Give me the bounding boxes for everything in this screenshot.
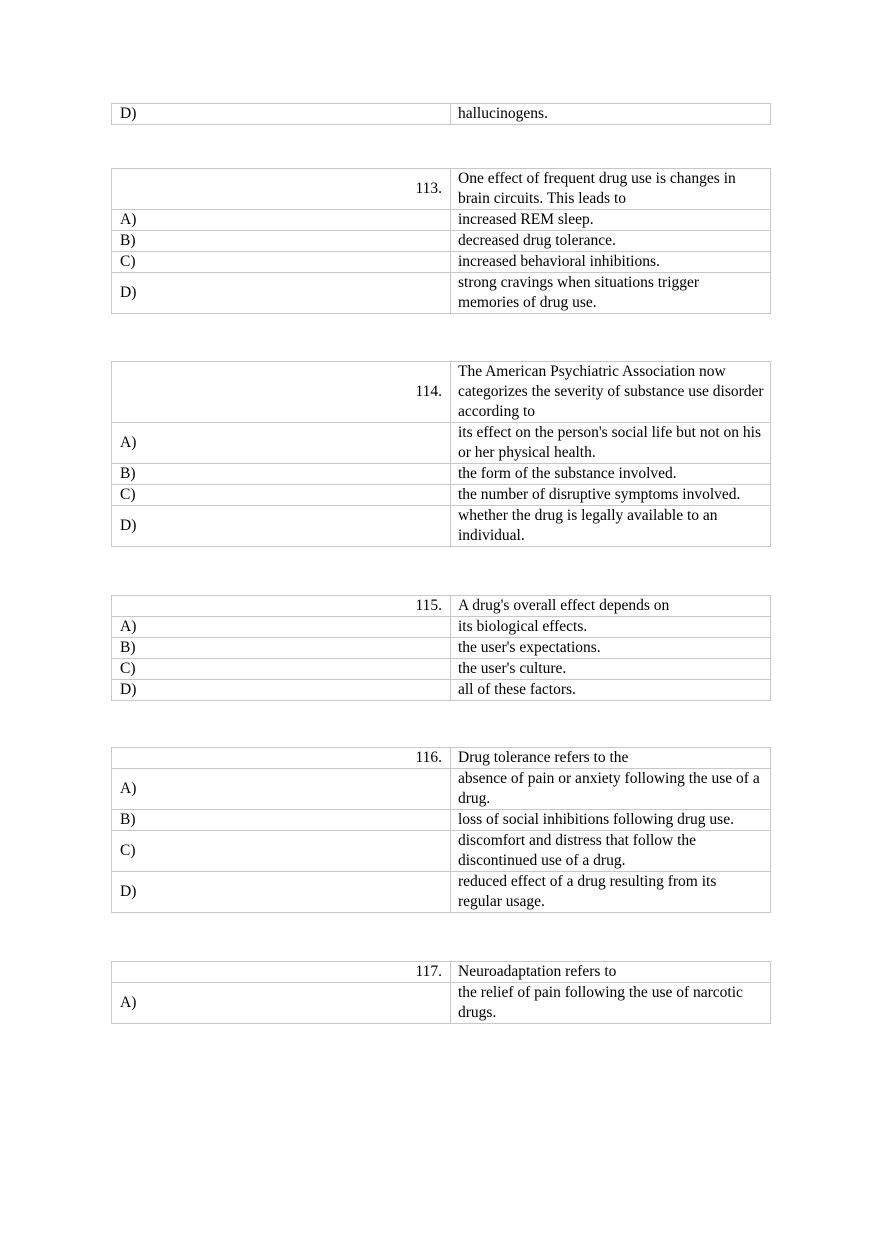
question-stem: A drug's overall effect depends on [451,596,771,617]
option-text: discomfort and distress that follow the discontinued use of a drug. [451,831,771,872]
option-row [112,210,771,231]
option-row [112,983,771,1024]
option-row [112,617,771,638]
question-113-table [111,168,771,314]
question-115-table [111,595,771,701]
option-row [112,464,771,485]
option-letter: C) [112,252,451,273]
question-number: 114. [112,362,451,423]
question-stem-row [112,596,771,617]
option-letter: D) [112,273,451,314]
question-number: 115. [112,596,451,617]
option-text: its biological effects. [451,617,771,638]
option-row [112,872,771,913]
question-114-table [111,361,771,547]
option-row [112,252,771,273]
question-stem-row [112,748,771,769]
option-row [112,506,771,547]
option-text: the user's culture. [451,659,771,680]
option-text: all of these factors. [451,680,771,701]
option-row [112,810,771,831]
option-row [112,104,771,125]
option-row [112,485,771,506]
question-112-table [111,103,771,125]
option-row [112,638,771,659]
option-text: the user's expectations. [451,638,771,659]
question-stem-row [112,962,771,983]
option-letter: C) [112,659,451,680]
option-text: whether the drug is legally available to an individual. [451,506,771,547]
option-letter: C) [112,831,451,872]
option-letter: D) [112,506,451,547]
option-text: absence of pain or anxiety following the use of a drug. [451,769,771,810]
option-row [112,659,771,680]
option-letter: D) [112,680,451,701]
option-letter: A) [112,210,451,231]
option-letter: B) [112,231,451,252]
option-text: hallucinogens. [451,104,771,125]
question-stem: Drug tolerance refers to the [451,748,771,769]
option-row [112,680,771,701]
question-117-table [111,961,771,1024]
question-stem: The American Psychiatric Association now categorizes the severity of substance use disorder according to [451,362,771,423]
option-text: loss of social inhibitions following drug use. [451,810,771,831]
option-letter: B) [112,810,451,831]
option-text: increased behavioral inhibitions. [451,252,771,273]
option-letter: A) [112,983,451,1024]
question-number: 117. [112,962,451,983]
option-letter: A) [112,617,451,638]
option-row [112,231,771,252]
question-116-table [111,747,771,913]
option-letter: A) [112,769,451,810]
option-letter: C) [112,485,451,506]
question-stem: Neuroadaptation refers to [451,962,771,983]
option-text: strong cravings when situations trigger memories of drug use. [451,273,771,314]
question-number: 116. [112,748,451,769]
option-text: the number of disruptive symptoms involved. [451,485,771,506]
option-text: its effect on the person's social life but not on his or her physical health. [451,423,771,464]
option-text: the form of the substance involved. [451,464,771,485]
question-stem-row [112,169,771,210]
option-text: reduced effect of a drug resulting from its regular usage. [451,872,771,913]
option-letter: B) [112,464,451,485]
option-row [112,769,771,810]
option-text: the relief of pain following the use of narcotic drugs. [451,983,771,1024]
option-row [112,831,771,872]
option-text: decreased drug tolerance. [451,231,771,252]
question-stem-row [112,362,771,423]
option-letter: B) [112,638,451,659]
option-letter: D) [112,872,451,913]
question-stem: One effect of frequent drug use is changes in brain circuits. This leads to [451,169,771,210]
option-letter: A) [112,423,451,464]
option-text: increased REM sleep. [451,210,771,231]
option-row [112,273,771,314]
question-number: 113. [112,169,451,210]
option-row [112,423,771,464]
option-letter: D) [112,104,451,125]
